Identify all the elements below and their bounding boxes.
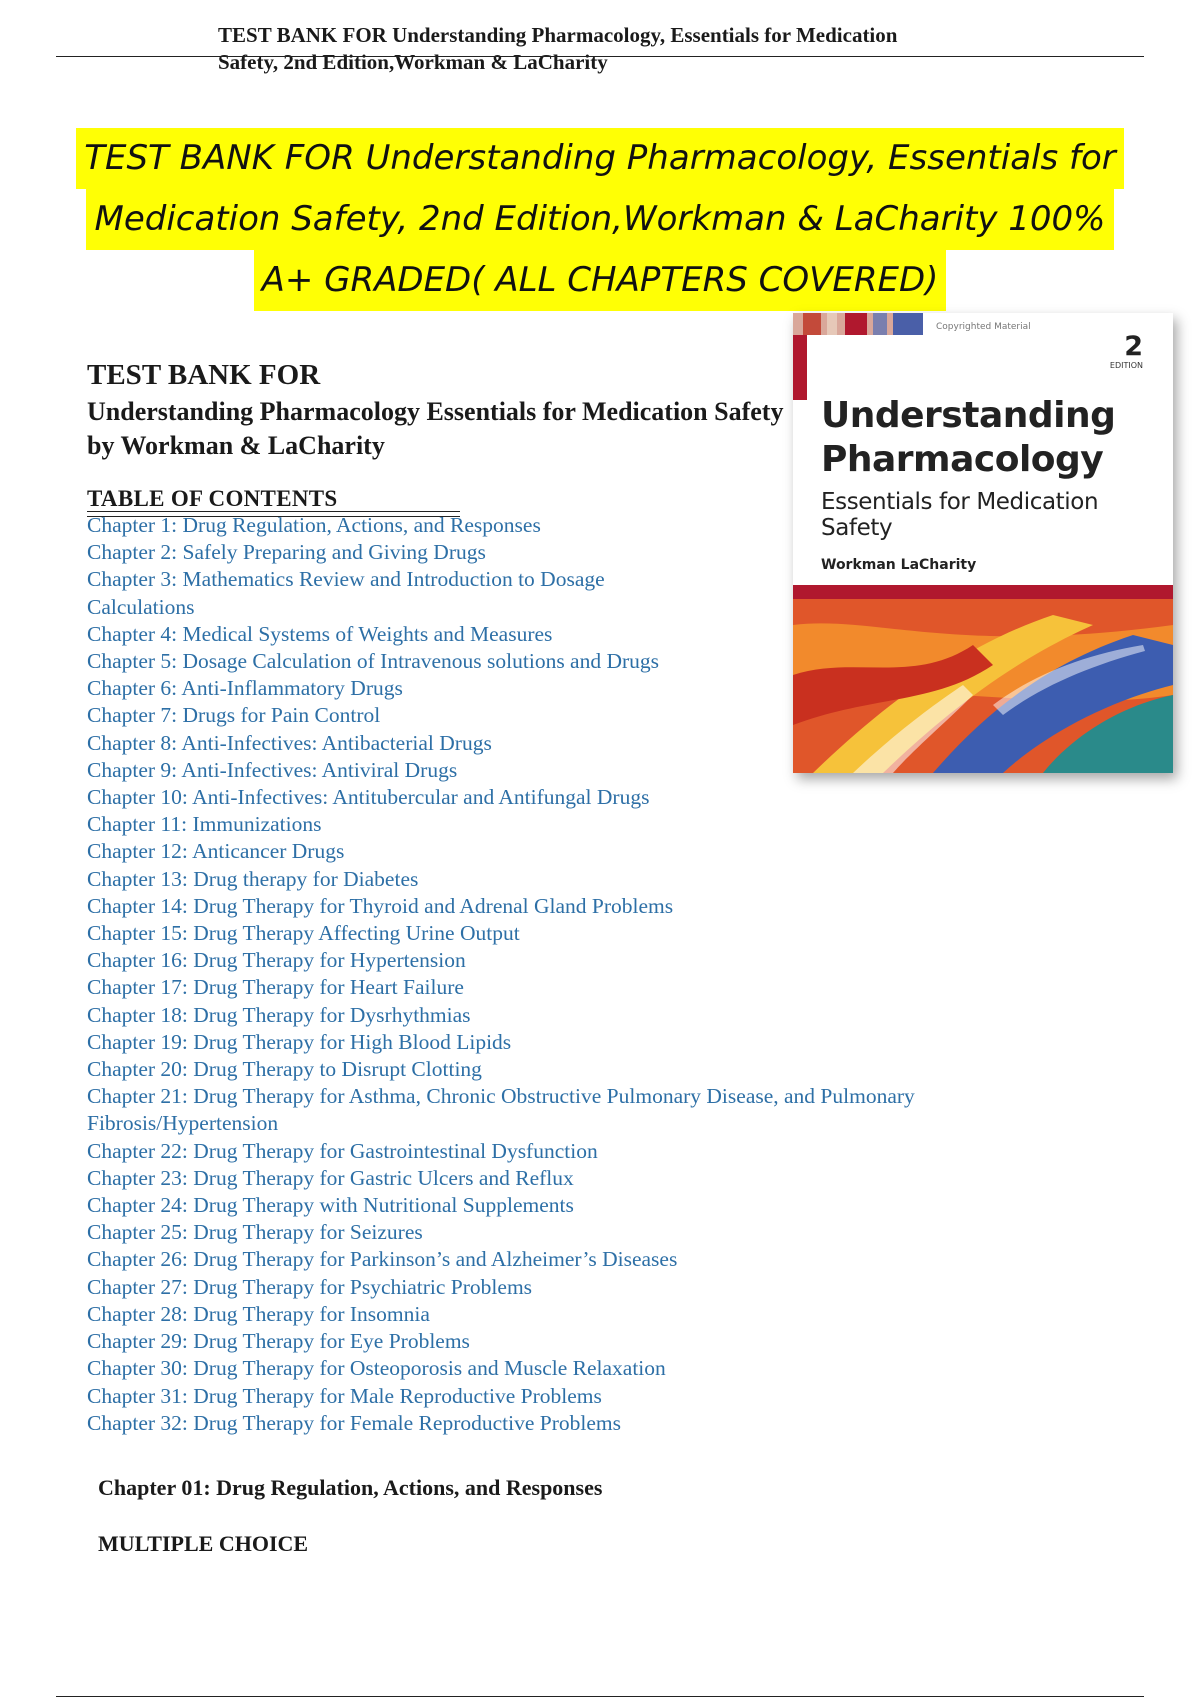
cover-accent-bar bbox=[793, 335, 807, 400]
toc-chapter-link[interactable]: Chapter 15: Drug Therapy Affecting Urine Output bbox=[87, 921, 520, 946]
section-heading: MULTIPLE CHOICE bbox=[98, 1531, 309, 1556]
cover-title-line-1: Understanding bbox=[821, 395, 1116, 436]
book-cover-image bbox=[793, 313, 1173, 773]
toc-chapter-link[interactable]: Chapter 28: Drug Therapy for Insomnia bbox=[87, 1301, 430, 1326]
toc-chapter-link[interactable]: Chapter 20: Drug Therapy to Disrupt Clotting bbox=[87, 1057, 482, 1082]
toc-chapter-link[interactable]: Chapter 30: Drug Therapy for Osteoporosis and Muscle Relaxation bbox=[87, 1356, 666, 1381]
title-line-2: Understanding Pharmacology Essentials for Medication Safety bbox=[87, 397, 784, 426]
toc-chapter-link[interactable]: Chapter 23: Drug Therapy for Gastric Ulcers and Reflux bbox=[87, 1165, 574, 1190]
toc-chapter-link[interactable]: Chapter 7: Drugs for Pain Control bbox=[87, 703, 381, 728]
toc-chapter-link[interactable]: Chapter 16: Drug Therapy for Hypertension bbox=[87, 948, 466, 973]
toc-chapter-link[interactable]: Chapter 29: Drug Therapy for Eye Problems bbox=[87, 1329, 470, 1354]
cover-top-art-strip bbox=[793, 313, 923, 335]
toc-chapter-link[interactable]: Chapter 2: Safely Preparing and Giving Drugs bbox=[87, 540, 486, 565]
cover-authors: Workman LaCharity bbox=[821, 557, 977, 573]
chapter-heading: Chapter 01: Drug Regulation, Actions, and Responses bbox=[98, 1475, 603, 1500]
toc-chapter-link[interactable]: Chapter 1: Drug Regulation, Actions, and Responses bbox=[87, 513, 541, 537]
toc-chapter-link[interactable]: Chapter 6: Anti-Inflammatory Drugs bbox=[87, 676, 403, 701]
toc-chapter-link[interactable]: Chapter 32: Drug Therapy for Female Reproductive Problems bbox=[87, 1410, 621, 1435]
toc-chapter-link[interactable]: Chapter 24: Drug Therapy with Nutritional Supplements bbox=[87, 1193, 574, 1218]
toc-chapter-link[interactable]: Chapter 21: Drug Therapy for Asthma, Chronic Obstructive Pulmonary Disease, and Pulmonary Fibrosis/Hypertension bbox=[87, 1084, 915, 1136]
banner-line: A+ GRADED( ALL CHAPTERS COVERED) bbox=[254, 250, 947, 311]
cover-title-line-2: Pharmacology bbox=[821, 439, 1104, 480]
toc-chapter-link[interactable]: Chapter 22: Drug Therapy for Gastrointestinal Dysfunction bbox=[87, 1138, 598, 1163]
toc-chapter-link[interactable]: Chapter 26: Drug Therapy for Parkinson’s and Alzheimer’s Diseases bbox=[87, 1247, 678, 1272]
toc-chapter-link[interactable]: Chapter 27: Drug Therapy for Psychiatric Problems bbox=[87, 1274, 533, 1299]
cover-copyright-note: Copyrighted Material bbox=[936, 322, 1031, 332]
banner-line: Medication Safety, 2nd Edition,Workman & LaCharity 100% bbox=[86, 189, 1113, 250]
toc-heading: TABLE OF CONTENTS bbox=[87, 486, 338, 511]
title-line-3: by Workman & LaCharity bbox=[87, 431, 385, 460]
toc-chapter-link[interactable]: Chapter 19: Drug Therapy for High Blood Lipids bbox=[87, 1029, 512, 1054]
cover-edition-label: EDITION bbox=[1109, 361, 1143, 370]
footer-rule bbox=[56, 1696, 1144, 1697]
highlighted-banner bbox=[0, 128, 1200, 311]
toc-chapter-link[interactable]: Chapter 10: Anti-Infectives: Antitubercular and Antifungal Drugs bbox=[87, 785, 650, 810]
toc-chapter-link[interactable]: Chapter 25: Drug Therapy for Seizures bbox=[87, 1220, 423, 1245]
toc-chapter-link[interactable]: Chapter 9: Anti-Infectives: Antiviral Drugs bbox=[87, 757, 458, 782]
cover-subtitle: Essentials for Medication Safety bbox=[821, 489, 1099, 541]
toc-chapter-link[interactable]: Chapter 5: Dosage Calculation of Intravenous solutions and Drugs bbox=[87, 649, 660, 674]
toc-chapter-link[interactable]: Chapter 17: Drug Therapy for Heart Failure bbox=[87, 975, 464, 1000]
header-rule bbox=[56, 56, 1144, 57]
cover-abstract-art bbox=[793, 585, 1173, 773]
cover-edition-number: 2 bbox=[1124, 331, 1143, 362]
toc-chapter-link[interactable]: Chapter 4: Medical Systems of Weights and Measures bbox=[87, 621, 553, 646]
running-header: TEST BANK FOR Understanding Pharmacology, Essentials for Medication Safety, 2nd Edition,Workman & LaCharity bbox=[218, 23, 898, 74]
toc-chapter-link[interactable]: Chapter 3: Mathematics Review and Introduction to Dosage Calculations bbox=[87, 567, 605, 619]
toc-chapter-link[interactable]: Chapter 13: Drug therapy for Diabetes bbox=[87, 866, 419, 891]
toc-chapter-link[interactable]: Chapter 18: Drug Therapy for Dysrhythmias bbox=[87, 1002, 471, 1027]
title-line-1: TEST BANK FOR bbox=[87, 359, 321, 391]
banner-line: TEST BANK FOR Understanding Pharmacology, Essentials for bbox=[76, 128, 1124, 189]
toc-chapter-link[interactable]: Chapter 14: Drug Therapy for Thyroid and Adrenal Gland Problems bbox=[87, 893, 674, 918]
toc-chapter-link[interactable]: Chapter 31: Drug Therapy for Male Reproductive Problems bbox=[87, 1383, 602, 1408]
document-title bbox=[87, 355, 792, 463]
toc-chapter-link[interactable]: Chapter 12: Anticancer Drugs bbox=[87, 839, 345, 864]
toc-chapter-link[interactable]: Chapter 11: Immunizations bbox=[87, 812, 322, 837]
toc-chapter-link[interactable]: Chapter 8: Anti-Infectives: Antibacterial Drugs bbox=[87, 730, 492, 755]
